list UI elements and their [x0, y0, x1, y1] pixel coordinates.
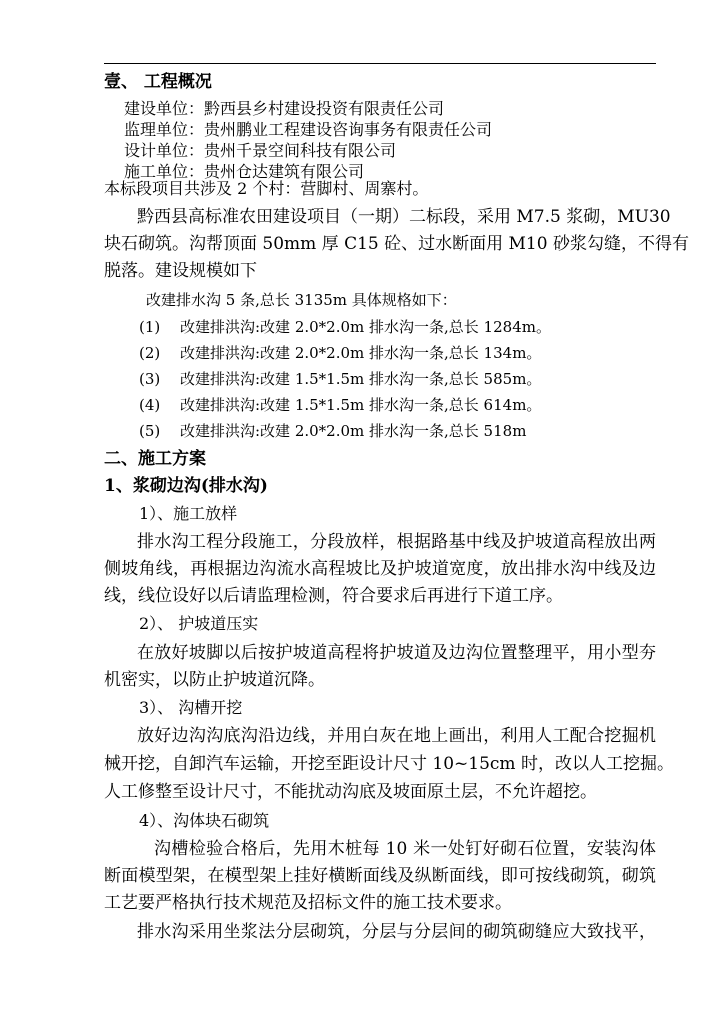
- subsection-heading: 1、浆砌边沟(排水沟): [104, 476, 268, 496]
- list-item-number: (4): [139, 396, 161, 414]
- header-rule: [104, 63, 656, 64]
- paragraph-line: 侧坡角线，再根据边沟流水高程坡比及护坡道宽度，放出排水沟中线及边: [104, 559, 656, 579]
- paragraph-line: 人工修整至设计尺寸，不能扰动沟底及坡面原土层，不允许超挖。: [104, 782, 597, 802]
- section-heading-plan: 二、施工方案: [104, 449, 206, 469]
- paragraph-line: 沟槽检验合格后，先用木桩每 10 米一处钉好砌石位置，安装沟体: [154, 839, 656, 859]
- list-item-text: 改建排洪沟:改建 2.0*2.0m 排水沟一条,总长 1284m。: [180, 318, 551, 336]
- unit-line-contractor: 施工单位：贵州仓达建筑有限公司: [124, 162, 365, 181]
- list-item-number: (5): [139, 422, 161, 440]
- scale-intro-line: 改建排水沟 5 条,总长 3135m 具体规格如下：: [146, 291, 457, 309]
- paragraph-line: 械开挖，自卸汽车运输，开挖至距设计尺寸 10~15cm 时，改以人工挖掘。: [104, 754, 674, 774]
- paragraph-line: 机密实，以防止护坡道沉降。: [104, 670, 325, 690]
- list-item-text: 改建排洪沟:改建 2.0*2.0m 排水沟一条,总长 134m。: [180, 344, 542, 362]
- paragraph-line: 断面模型架，在模型架上挂好横断面线及纵断面线，即可按线砌筑，砌筑: [104, 866, 656, 886]
- paragraph-line: 脱落。建设规模如下: [104, 261, 257, 281]
- list-item-number: (1): [139, 318, 161, 336]
- paragraph-line: 线，线位设好以后请监理检测，符合要求后再进行下道工序。: [104, 586, 563, 606]
- section-heading-overview: 壹、 工程概况: [104, 72, 212, 92]
- list-item-text: 改建排洪沟:改建 1.5*1.5m 排水沟一条,总长 585m。: [180, 370, 542, 388]
- step-title: 3）、 沟槽开挖: [139, 698, 243, 717]
- paragraph-line: 块石砌筑。沟帮顶面 50mm 厚 C15 砼、过水断面用 M10 砂浆勾缝，不得有: [104, 234, 689, 254]
- villages-line: 本标段项目共涉及 2 个村：营脚村、周寨村。: [104, 179, 429, 198]
- step-title: 1）、施工放样: [139, 504, 238, 523]
- paragraph-line: 工艺要严格执行技术规范及招标文件的施工技术要求。: [104, 893, 512, 913]
- list-item-text: 改建排洪沟:改建 1.5*1.5m 排水沟一条,总长 614m。: [180, 396, 542, 414]
- unit-line-client: 建设单位：黔西县乡村建设投资有限责任公司: [124, 99, 445, 118]
- list-item-text: 改建排洪沟:改建 2.0*2.0m 排水沟一条,总长 518m: [180, 422, 527, 440]
- unit-line-supervisor: 监理单位：贵州鹏业工程建设咨询事务有限责任公司: [124, 120, 493, 139]
- list-item-number: (2): [139, 344, 161, 362]
- paragraph-line: 排水沟采用坐浆法分层砌筑，分层与分层间的砌筑砌缝应大致找平，: [137, 922, 656, 942]
- paragraph-line: 黔西县高标准农田建设项目（一期）二标段，采用 M7.5 浆砌，MU30: [137, 207, 671, 227]
- paragraph-line: 排水沟工程分段施工，分段放样，根据路基中线及护坡道高程放出两: [137, 532, 656, 552]
- step-title: 2）、 护坡道压实: [139, 614, 259, 633]
- paragraph-line: 在放好坡脚以后按护坡道高程将护坡道及边沟位置整理平，用小型夯: [137, 643, 656, 663]
- unit-line-designer: 设计单位：贵州千景空间科技有限公司: [124, 141, 397, 160]
- list-item-number: (3): [139, 370, 161, 388]
- paragraph-line: 放好边沟沟底沟沿边线，并用白灰在地上画出，利用人工配合挖掘机: [137, 726, 656, 746]
- step-title: 4）、沟体块石砌筑: [139, 811, 270, 830]
